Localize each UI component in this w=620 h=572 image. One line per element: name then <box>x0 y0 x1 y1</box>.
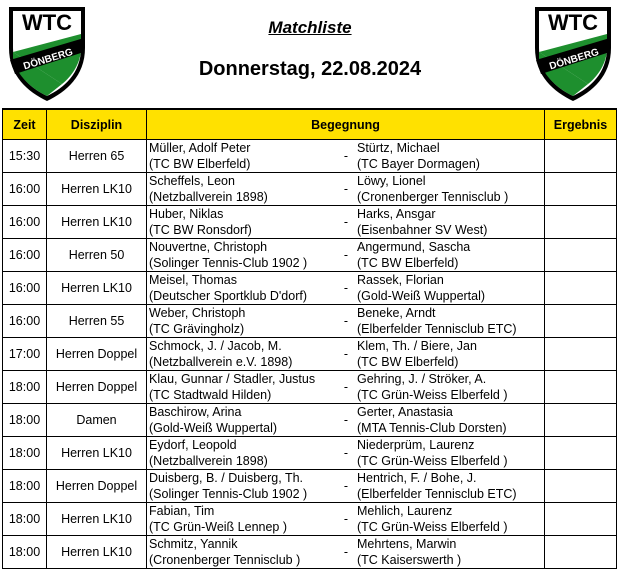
versus-separator: - <box>343 281 349 295</box>
match-discipline: Herren Doppel <box>47 338 147 371</box>
versus-separator: - <box>343 446 349 460</box>
player-away-club: (TC Grün-Weiss Elberfeld ) <box>357 388 508 402</box>
match-pairing <box>147 437 545 470</box>
versus-separator: - <box>343 545 349 559</box>
table-row <box>3 503 617 536</box>
player-home <box>147 437 337 469</box>
player-home <box>147 140 337 172</box>
player-away-name: Löwy, Lionel <box>357 174 426 188</box>
match-result[interactable] <box>545 503 617 536</box>
match-result[interactable] <box>545 470 617 503</box>
match-pairing <box>147 503 545 536</box>
match-result[interactable] <box>545 173 617 206</box>
match-pairing <box>147 470 545 503</box>
player-home-name: Nouvertne, Christoph <box>149 240 268 254</box>
player-away-name: Gehring, J. / Ströker, A. <box>357 372 487 386</box>
player-home-club: (TC BW Elberfeld) <box>149 157 251 171</box>
player-home-club: (Netzballverein 1898) <box>149 454 268 468</box>
player-away-name: Niederprüm, Laurenz <box>357 438 475 452</box>
match-time: 16:00 <box>3 305 47 338</box>
player-home <box>147 404 337 436</box>
match-time: 18:00 <box>3 437 47 470</box>
player-away-club: (Elberfelder Tennisclub ETC) <box>357 487 517 501</box>
player-away <box>355 503 544 535</box>
match-time: 16:00 <box>3 206 47 239</box>
match-discipline: Herren LK10 <box>47 503 147 536</box>
player-away <box>355 239 544 271</box>
player-away-club: (Cronenberger Tennisclub ) <box>357 190 509 204</box>
player-away-name: Klem, Th. / Biere, Jan <box>357 339 477 353</box>
player-home-name: Duisberg, B. / Duisberg, Th. <box>149 471 304 485</box>
match-result[interactable] <box>545 140 617 173</box>
table-row <box>3 239 617 272</box>
match-time: 18:00 <box>3 470 47 503</box>
versus-separator: - <box>343 149 349 163</box>
versus-separator: - <box>343 347 349 361</box>
player-away-club: (TC Bayer Dormagen) <box>357 157 480 171</box>
player-home-club: (Cronenberger Tennisclub ) <box>149 553 301 567</box>
player-away-club: (Gold-Weiß Wuppertal) <box>357 289 486 303</box>
match-table-body <box>3 140 617 569</box>
player-home <box>147 338 337 370</box>
player-away <box>355 140 544 172</box>
match-discipline: Herren 55 <box>47 305 147 338</box>
match-time: 18:00 <box>3 371 47 404</box>
versus-separator: - <box>343 413 349 427</box>
player-home <box>147 536 337 568</box>
match-result[interactable] <box>545 536 617 569</box>
match-pairing <box>147 338 545 371</box>
player-away <box>355 305 544 337</box>
player-home-club: (TC Grün-Weiß Lennep ) <box>149 520 288 534</box>
player-away <box>355 404 544 436</box>
table-row <box>3 272 617 305</box>
match-result[interactable] <box>545 437 617 470</box>
player-away-club: (Elberfelder Tennisclub ETC) <box>357 322 517 336</box>
table-row <box>3 536 617 569</box>
match-result[interactable] <box>545 305 617 338</box>
player-home-name: Huber, Niklas <box>149 207 224 221</box>
player-home <box>147 470 337 502</box>
table-row <box>3 206 617 239</box>
player-away <box>355 371 544 403</box>
match-time: 18:00 <box>3 404 47 437</box>
table-row <box>3 305 617 338</box>
player-home-name: Fabian, Tim <box>149 504 215 518</box>
player-away <box>355 272 544 304</box>
match-discipline: Damen <box>47 404 147 437</box>
match-pairing <box>147 305 545 338</box>
player-away-name: Beneke, Arndt <box>357 306 436 320</box>
table-row <box>3 437 617 470</box>
player-away-club: (Eisenbahner SV West) <box>357 223 488 237</box>
match-time: 17:00 <box>3 338 47 371</box>
match-pairing <box>147 173 545 206</box>
player-home-club: (TC Grävingholz) <box>149 322 245 336</box>
match-time: 18:00 <box>3 503 47 536</box>
match-result[interactable] <box>545 338 617 371</box>
match-pairing <box>147 206 545 239</box>
column-header-zeit: Zeit <box>3 109 47 140</box>
match-pairing <box>147 404 545 437</box>
match-result[interactable] <box>545 206 617 239</box>
match-discipline: Herren LK10 <box>47 173 147 206</box>
player-home-club: (Netzballverein 1898) <box>149 190 268 204</box>
player-away <box>355 437 544 469</box>
player-away <box>355 536 544 568</box>
match-result[interactable] <box>545 239 617 272</box>
page-title: Matchliste <box>268 18 352 37</box>
svg-text:DÖNBERG: DÖNBERG <box>548 46 601 73</box>
match-date: Donnerstag, 22.08.2024 <box>198 58 422 80</box>
player-away-name: Angermund, Sascha <box>357 240 471 254</box>
versus-separator: - <box>343 479 349 493</box>
player-home <box>147 503 337 535</box>
player-home <box>147 206 337 238</box>
player-home-name: Schmitz, Yannik <box>149 537 238 551</box>
match-pairing <box>147 536 545 569</box>
match-discipline: Herren LK10 <box>47 272 147 305</box>
table-row <box>3 140 617 173</box>
column-header-begegnung: Begegnung <box>147 109 545 140</box>
match-time: 16:00 <box>3 239 47 272</box>
match-pairing <box>147 140 545 173</box>
player-home-name: Müller, Adolf Peter <box>149 141 251 155</box>
player-home-club: (Solinger Tennis-Club 1902 ) <box>149 256 308 270</box>
player-away-club: (TC Grün-Weiss Elberfeld ) <box>357 520 508 534</box>
table-row <box>3 338 617 371</box>
player-away <box>355 470 544 502</box>
player-away <box>355 173 544 205</box>
player-away-name: Mehrtens, Marwin <box>357 537 457 551</box>
player-away <box>355 338 544 370</box>
player-home-club: (Solinger Tennis-Club 1902 ) <box>149 487 308 501</box>
player-home-club: (TC Stadtwald Hilden) <box>149 388 272 402</box>
player-away-club: (TC BW Elberfeld) <box>357 355 459 369</box>
svg-text:WTC: WTC <box>21 10 73 35</box>
versus-separator: - <box>343 248 349 262</box>
player-away-name: Stürtz, Michael <box>357 141 440 155</box>
match-pairing <box>147 371 545 404</box>
table-row <box>3 173 617 206</box>
player-home <box>147 305 337 337</box>
column-header-disziplin: Disziplin <box>47 109 147 140</box>
match-result[interactable] <box>545 371 617 404</box>
player-home-name: Meisel, Thomas <box>149 273 237 287</box>
player-home-club: (Netzballverein e.V. 1898) <box>149 355 293 369</box>
player-home-club: (Deutscher Sportklub D'dorf) <box>149 289 308 303</box>
column-header-ergebnis: Ergebnis <box>545 109 617 140</box>
player-away-club: (TC Grün-Weiss Elberfeld ) <box>357 454 508 468</box>
match-time: 15:30 <box>3 140 47 173</box>
svg-text:WTC: WTC <box>547 10 599 35</box>
match-discipline: Herren LK10 <box>47 437 147 470</box>
player-home-name: Schmock, J. / Jacob, M. <box>149 339 282 353</box>
player-away-name: Gerter, Anastasia <box>357 405 453 419</box>
match-discipline: Herren 65 <box>47 140 147 173</box>
player-away-club: (MTA Tennis-Club Dorsten) <box>357 421 507 435</box>
player-away-name: Rassek, Florian <box>357 273 444 287</box>
player-home-club: (TC BW Ronsdorf) <box>149 223 252 237</box>
svg-text:DÖNBERG: DÖNBERG <box>22 46 75 73</box>
player-home-name: Klau, Gunnar / Stadler, Justus <box>149 372 316 386</box>
player-home-name: Eydorf, Leopold <box>149 438 237 452</box>
player-away-name: Hentrich, F. / Bohe, J. <box>357 471 477 485</box>
match-discipline: Herren Doppel <box>47 371 147 404</box>
player-home <box>147 173 337 205</box>
versus-separator: - <box>343 215 349 229</box>
table-row <box>3 470 617 503</box>
player-away <box>355 206 544 238</box>
player-home-name: Baschirow, Arina <box>149 405 242 419</box>
match-time: 18:00 <box>3 536 47 569</box>
match-pairing <box>147 239 545 272</box>
player-home-name: Weber, Christoph <box>149 306 246 320</box>
versus-separator: - <box>343 512 349 526</box>
player-home <box>147 371 337 403</box>
player-away-club: (TC BW Elberfeld) <box>357 256 459 270</box>
player-home-name: Scheffels, Leon <box>149 174 235 188</box>
match-discipline: Herren Doppel <box>47 470 147 503</box>
player-away-name: Mehlich, Laurenz <box>357 504 453 518</box>
match-result[interactable] <box>545 272 617 305</box>
player-home-club: (Gold-Weiß Wuppertal) <box>149 421 278 435</box>
match-time: 16:00 <box>3 272 47 305</box>
player-away-name: Harks, Ansgar <box>357 207 436 221</box>
table-row <box>3 404 617 437</box>
versus-separator: - <box>343 380 349 394</box>
match-time: 16:00 <box>3 173 47 206</box>
match-table <box>2 108 617 569</box>
match-discipline: Herren LK10 <box>47 536 147 569</box>
player-home <box>147 272 337 304</box>
player-away-club: (TC Kaiserswerth ) <box>357 553 462 567</box>
versus-separator: - <box>343 314 349 328</box>
match-discipline: Herren 50 <box>47 239 147 272</box>
match-discipline: Herren LK10 <box>47 206 147 239</box>
versus-separator: - <box>343 182 349 196</box>
match-result[interactable] <box>545 404 617 437</box>
table-header-row <box>3 109 617 140</box>
table-row <box>3 371 617 404</box>
match-pairing <box>147 272 545 305</box>
player-home <box>147 239 337 271</box>
